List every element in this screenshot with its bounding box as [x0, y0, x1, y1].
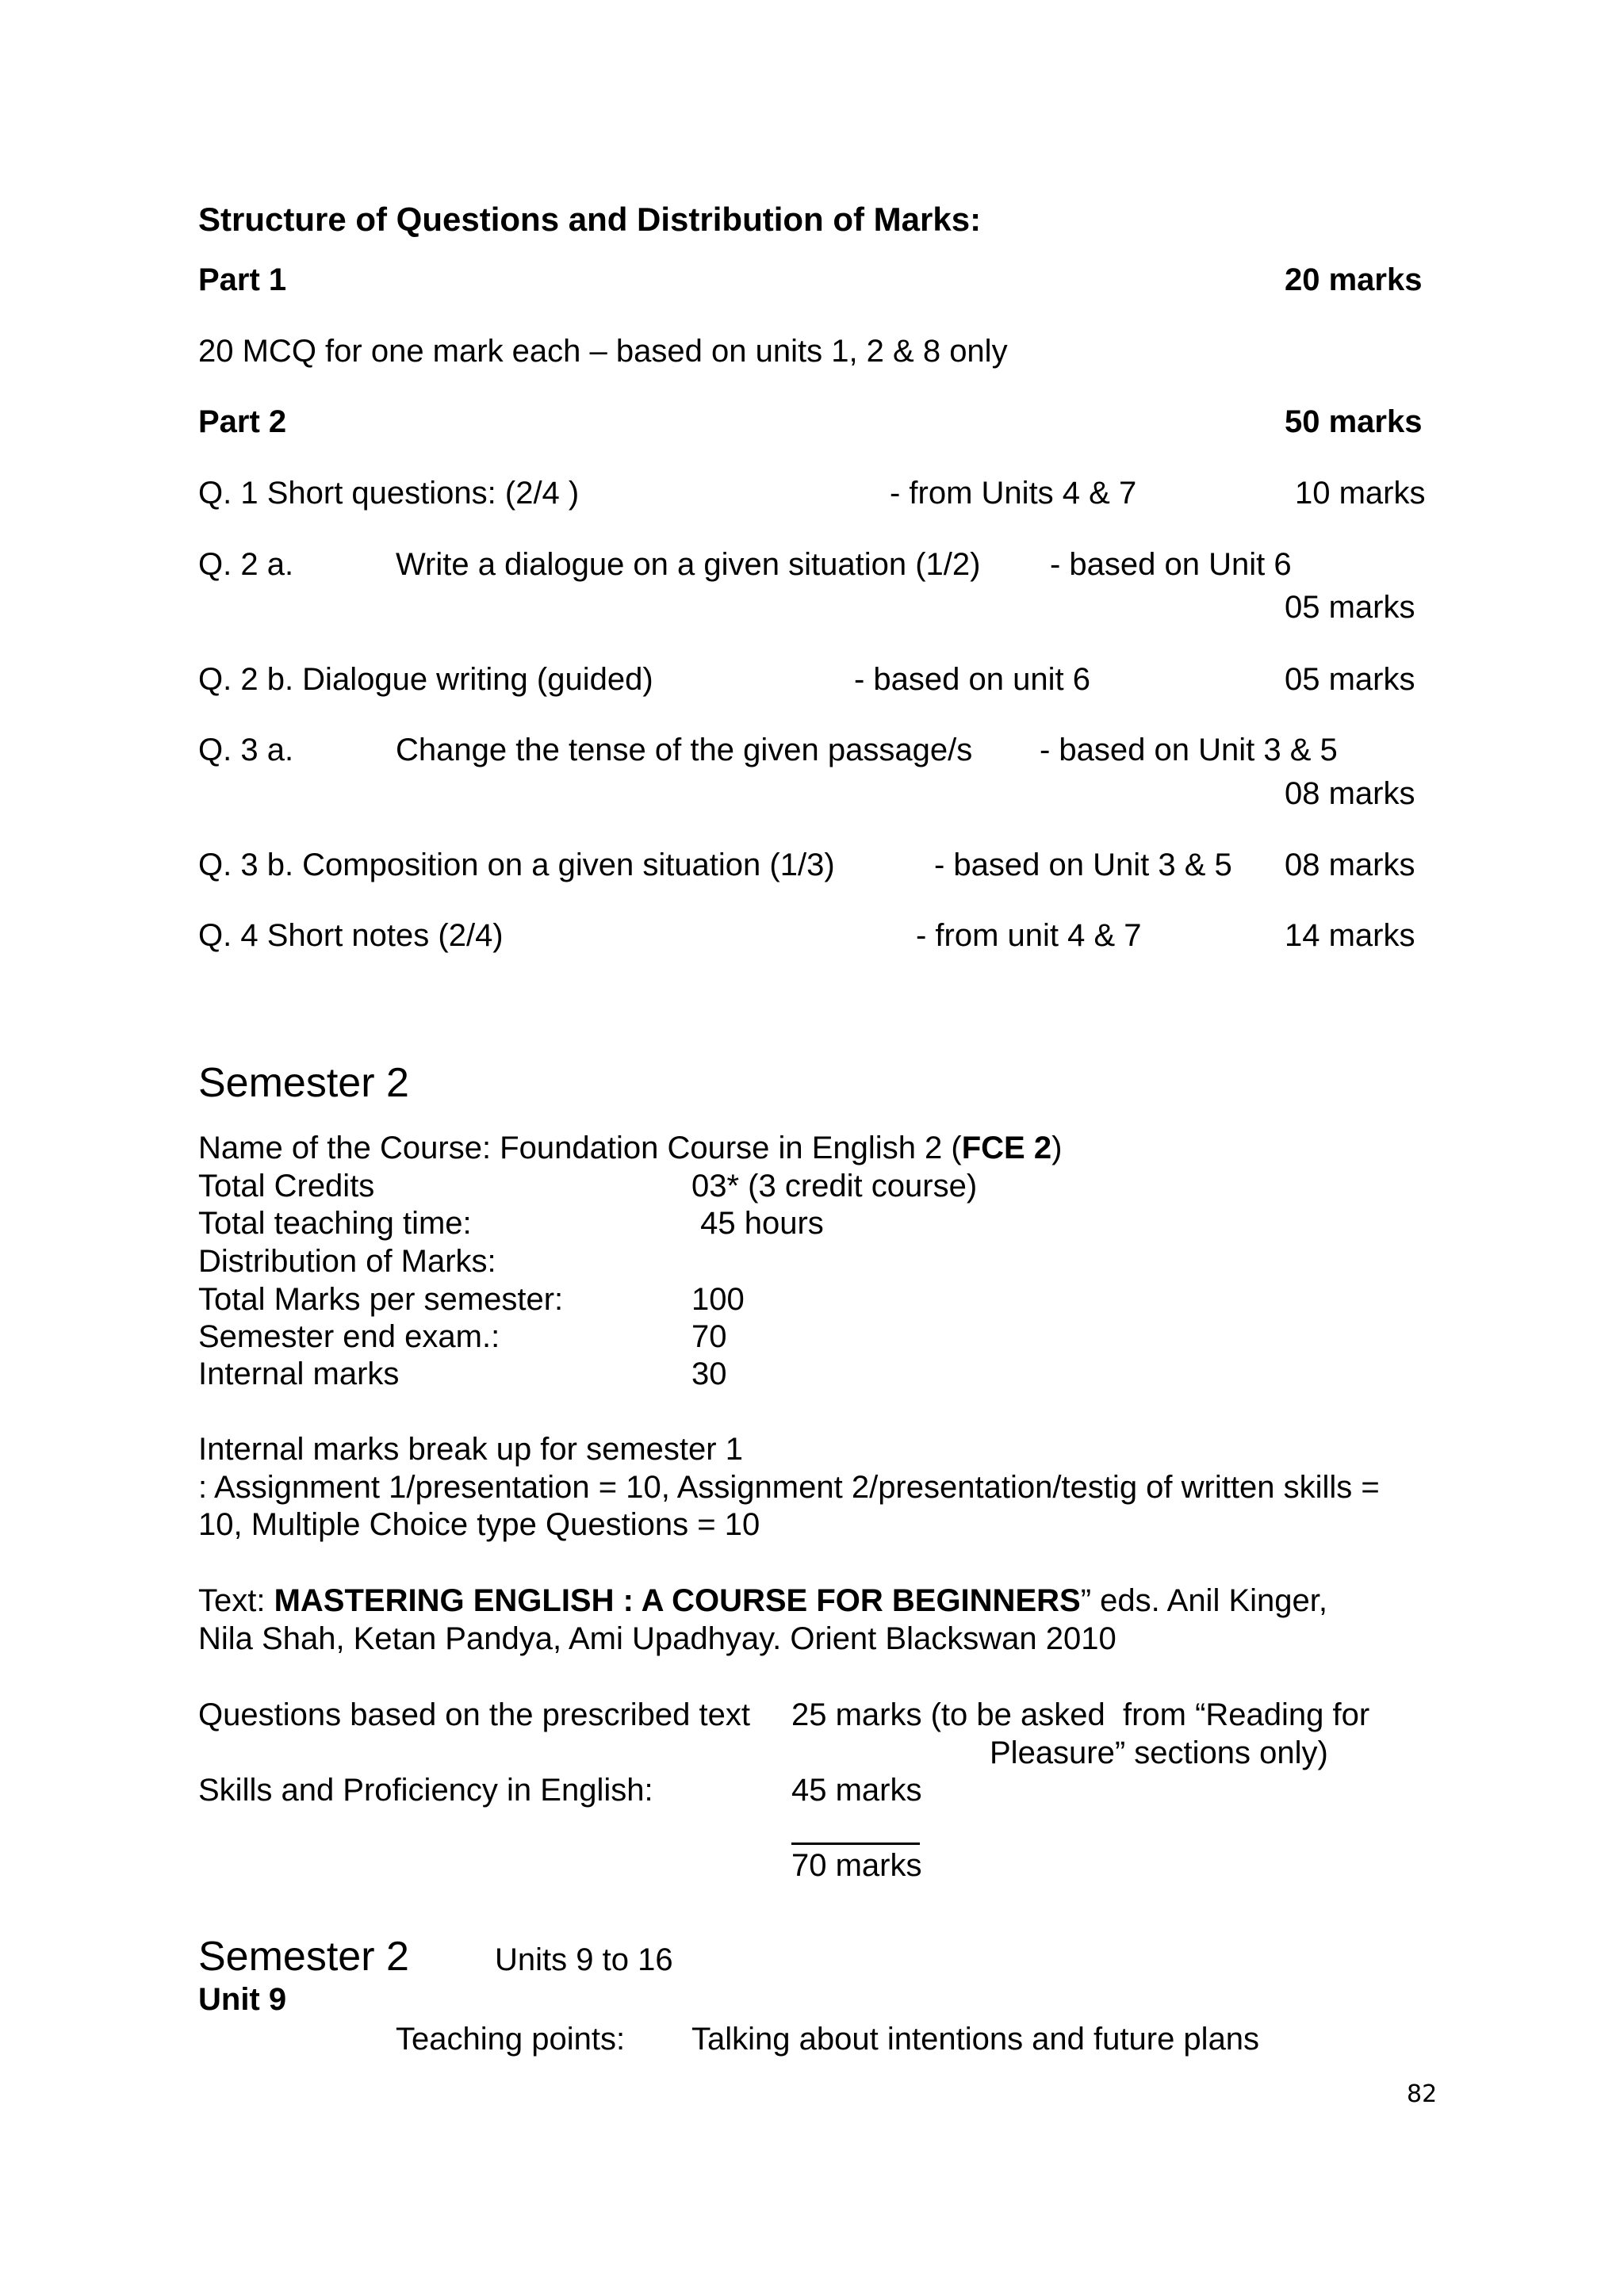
course-name-prefix: Name of the Course: Foundation Course in English 2 (	[198, 1131, 962, 1165]
q3b-marks: 08 marks	[1285, 848, 1415, 882]
q1-source: - from Units 4 & 7	[890, 476, 1137, 511]
info-label: Internal marks	[198, 1357, 400, 1391]
units-range: Units 9 to 16	[495, 1942, 673, 1977]
text-prefix: Text:	[198, 1583, 274, 1618]
semester-units-title: Semester 2	[198, 1934, 409, 1980]
teaching-label: Teaching points:	[396, 2022, 626, 2057]
text-suffix: ” eds. Anil Kinger,	[1080, 1583, 1327, 1618]
q3b-label: Q. 3 b. Composition on a given situation (1/3)	[198, 848, 835, 882]
skills-value: 45 marks	[791, 1773, 922, 1808]
q-text-label: Questions based on the prescribed text	[198, 1697, 750, 1732]
course-code: FCE 2	[961, 1131, 1052, 1165]
semester-title: Semester 2	[198, 1060, 409, 1106]
text-title: MASTERING ENGLISH : A COURSE FOR BEGINNERS	[274, 1583, 1081, 1618]
info-label: Total Marks per semester:	[198, 1282, 564, 1317]
q2a-source: - based on Unit 6	[1050, 547, 1292, 582]
q2b-marks: 05 marks	[1285, 662, 1415, 697]
part2-marks: 50 marks	[1285, 404, 1423, 439]
course-name-suffix: )	[1051, 1131, 1063, 1165]
q2a-label: Q. 2 a.	[198, 547, 294, 582]
info-label: Distribution of Marks:	[198, 1244, 496, 1279]
part1-marks: 20 marks	[1285, 262, 1423, 297]
q3a-desc: Change the tense of the given passage/s	[396, 733, 973, 767]
q2a-marks: 05 marks	[1285, 590, 1415, 625]
q-text-value: 25 marks (to be asked from “Reading for	[791, 1697, 1370, 1732]
q2a-desc: Write a dialogue on a given situation (1/2)	[396, 547, 981, 582]
text-line2: Nila Shah, Ketan Pandya, Ami Upadhyay. Orient Blackswan 2010	[198, 1621, 1116, 1656]
info-label: Total Credits	[198, 1169, 375, 1203]
section-heading: Structure of Questions and Distribution of Marks:	[198, 201, 982, 238]
internal-line: 10, Multiple Choice type Questions = 10	[198, 1507, 760, 1542]
info-value: 03* (3 credit course)	[691, 1169, 978, 1203]
skills-label: Skills and Proficiency in English:	[198, 1773, 653, 1808]
q3a-label: Q. 3 a.	[198, 733, 294, 767]
internal-heading: Internal marks break up for semester 1	[198, 1432, 743, 1467]
info-value: 45 hours	[691, 1206, 824, 1241]
info-value: 100	[691, 1282, 745, 1317]
q-text-value2: Pleasure” sections only)	[990, 1735, 1328, 1770]
info-label: Semester end exam.:	[198, 1319, 500, 1354]
total-rule	[791, 1843, 920, 1845]
text-line	[198, 1585, 1327, 1617]
info-label: Total teaching time:	[198, 1206, 472, 1241]
internal-line: : Assignment 1/presentation = 10, Assignment 2/presentation/testig of written skills =	[198, 1470, 1380, 1505]
part2-label: Part 2	[198, 404, 287, 439]
info-value: 70	[691, 1319, 727, 1354]
q4-marks: 14 marks	[1285, 918, 1415, 953]
q2b-source: - based on unit 6	[854, 662, 1090, 697]
part1-label: Part 1	[198, 262, 287, 297]
q1-label: Q. 1 Short questions: (2/4 )	[198, 476, 580, 511]
q3a-source: - based on Unit 3 & 5	[1040, 733, 1338, 767]
q3a-marks: 08 marks	[1285, 776, 1415, 811]
q2b-label: Q. 2 b. Dialogue writing (guided)	[198, 662, 653, 697]
total-value: 70 marks	[791, 1848, 922, 1883]
q4-source: - from unit 4 & 7	[916, 918, 1142, 953]
q1-marks: 10 marks	[1295, 476, 1426, 511]
q3b-source: - based on Unit 3 & 5	[934, 848, 1232, 882]
q4-label: Q. 4 Short notes (2/4)	[198, 918, 504, 953]
part1-desc: 20 MCQ for one mark each – based on units 1, 2 & 8 only	[198, 334, 1008, 369]
course-name	[198, 1132, 1062, 1164]
page-number: 82	[1407, 2080, 1438, 2108]
info-value: 30	[691, 1357, 727, 1391]
unit-label: Unit 9	[198, 1982, 287, 2017]
teaching-value: Talking about intentions and future plans	[691, 2022, 1260, 2057]
